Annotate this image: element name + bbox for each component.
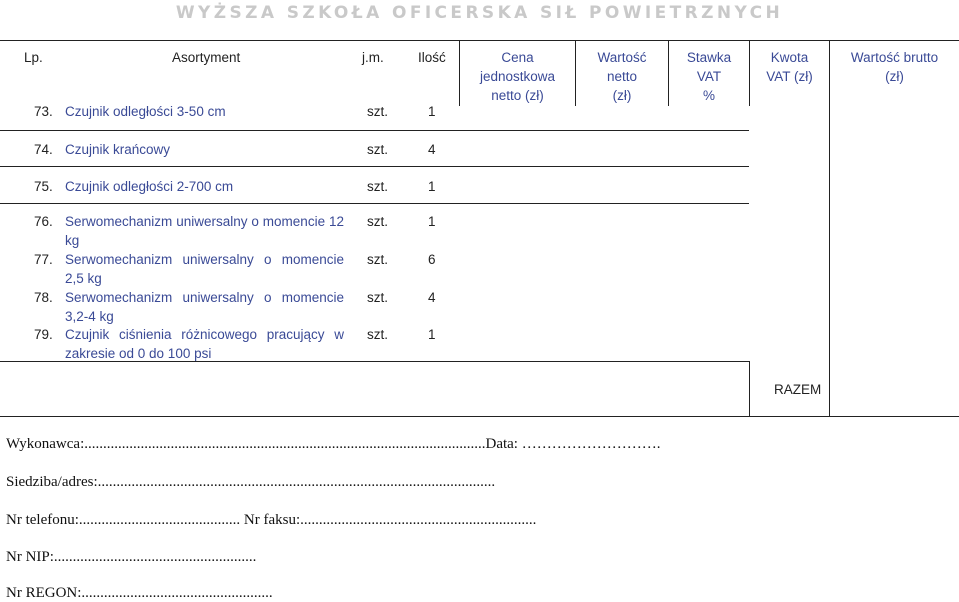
row-name: Serwomechanizm uniwersalny o momencie 3,2-4 kg (65, 290, 344, 324)
row-unit: szt. (367, 327, 389, 342)
total-label: RAZEM (774, 382, 822, 397)
row-name: Serwomechanizm uniwersalny o momencie 12 kg (65, 214, 344, 248)
row-lp: 79. (34, 327, 53, 342)
row-separator (0, 130, 749, 131)
row-name: Serwomechanizm uniwersalny o momencie 2,5 kg (65, 252, 344, 286)
row-unit: szt. (367, 142, 389, 157)
row-qty: 1 (428, 104, 436, 119)
row-unit: szt. (367, 179, 389, 194)
row-lp: 78. (34, 290, 53, 305)
col-header-cena: Cena jednostkowa netto (zł) (479, 50, 556, 103)
row-lp: 76. (34, 214, 53, 229)
row-name: Czujnik odległości 3-50 cm (65, 104, 226, 119)
row-unit: szt. (367, 104, 389, 119)
row-lp: 75. (34, 179, 53, 194)
row-unit: szt. (367, 214, 389, 229)
row-qty: 4 (428, 142, 436, 157)
phone-fax-field: Nr telefonu:........................................... Nr faksu:............................................................... (6, 512, 537, 528)
contractor-field: Wykonawca:...........................................................................................................Data: ………………………. (6, 436, 661, 452)
regon-field: Nr REGON:................................................... (6, 585, 273, 601)
grid-line (829, 41, 830, 416)
col-header-wartosc-brutto: Wartość brutto (zł) (850, 50, 939, 84)
col-header-jm: j.m. (362, 50, 384, 65)
col-header-lp: Lp. (24, 50, 43, 65)
row-lp: 73. (34, 104, 53, 119)
school-header: WYŻSZA SZKOŁA OFICERSKA SIŁ POWIETRZNYCH (175, 3, 784, 23)
grid-line (749, 361, 750, 416)
col-header-ilosc: Ilość (418, 50, 446, 65)
row-unit: szt. (367, 252, 389, 267)
row-qty: 1 (428, 214, 436, 229)
address-field: Siedziba/adres:.......................................................................................................... (6, 474, 496, 490)
row-qty: 1 (428, 327, 436, 342)
row-qty: 1 (428, 179, 436, 194)
col-header-asortyment: Asortyment (172, 50, 241, 65)
row-name: Czujnik odległości 2-700 cm (65, 179, 234, 194)
row-lp: 77. (34, 252, 53, 267)
col-header-stawka-vat: Stawka VAT % (686, 50, 732, 103)
col-header-wartosc-netto: Wartość netto (zł) (597, 50, 647, 103)
row-name: Czujnik ciśnienia różnicowego pracujący w zakresie od 0 do 100 psi (65, 327, 344, 361)
nip-field: Nr NIP:...................................................... (6, 549, 257, 565)
row-qty: 4 (428, 290, 436, 305)
row-separator (0, 203, 749, 204)
row-lp: 74. (34, 142, 53, 157)
row-separator (0, 166, 749, 167)
col-header-kwota-vat: Kwota VAT (zł) (766, 50, 813, 84)
row-unit: szt. (367, 290, 389, 305)
price-table (0, 40, 959, 417)
row-name: Czujnik krańcowy (65, 142, 171, 157)
row-qty: 6 (428, 252, 436, 267)
